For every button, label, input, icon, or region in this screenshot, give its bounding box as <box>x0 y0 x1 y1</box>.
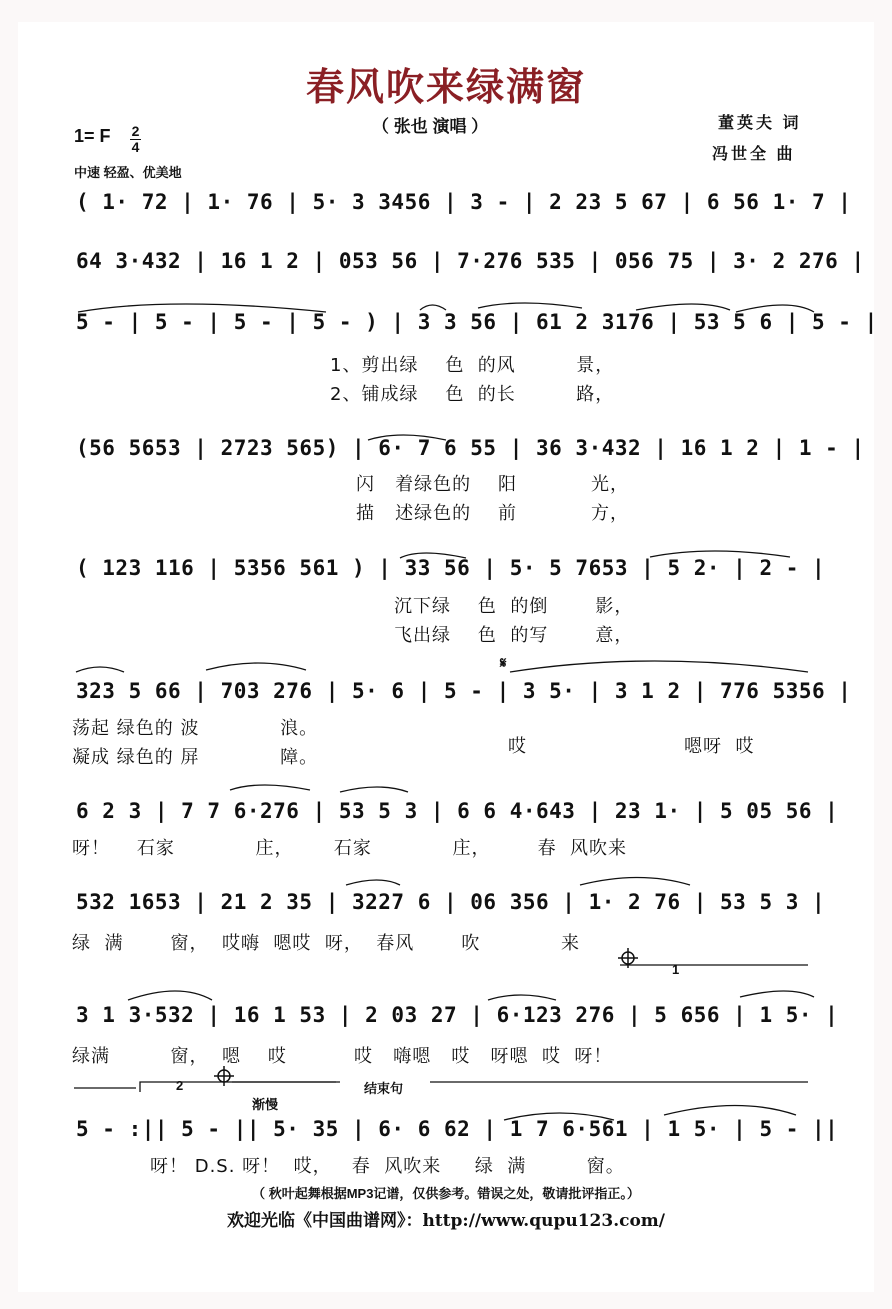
meter-bottom: 4 <box>131 139 140 155</box>
tempo-marking: 中速 轻盈、优美地 <box>74 165 182 180</box>
lyric-line: 哎 <box>508 736 527 757</box>
notation-text: 6 2 3 | 7 7 6·276 | 53 5 3 | 6 6 4·643 | 23 1· | 5 05 56 | <box>76 799 839 823</box>
notation-text: 5 - | 5 - | 5 - | 5 - ) | 3 3 56 | 61 2 3176 | 53 5 6 | 5 - | <box>76 310 878 334</box>
notation-text: 64 3·432 | 16 1 2 | 053 56 | 7·276 535 | 056 75 | 3· 2 276 | <box>76 249 865 273</box>
notation-row-8 <box>70 884 830 924</box>
song-title: 春风吹来绿满窗 <box>305 65 586 109</box>
notation-row-4 <box>70 430 865 470</box>
volta-2-label: 2 <box>176 1078 184 1093</box>
ending-section-label: 结束句 <box>364 1081 404 1096</box>
lyric-line: 凝成 绿色的 屏 障。 <box>72 747 319 768</box>
footer-site: 欢迎光临《中国曲谱网》：http://www.qupu123.com/ <box>226 1211 666 1231</box>
lyric-line: 描 述绿色的 前 方， <box>356 503 629 524</box>
volta-1-label: 1 <box>672 962 680 977</box>
lyric-line: 绿满 窗， 嗯 哎 哎 嗨嗯 哎 呀嗯 哎 呀！ <box>72 1046 613 1067</box>
notation-row-1 <box>70 184 852 224</box>
notation-text: 5 - :|| 5 - || 5· 35 | 6· 6 62 | 1 7 6·561 | 1 5· | 5 - || <box>76 1117 839 1141</box>
notation-text: 323 5 66 | 703 276 | 5· 6 | 5 - | 3 5· | 3 1 2 | 776 5356 | <box>76 679 852 703</box>
lyric-line: 闪 着绿色的 阳 光， <box>356 474 629 495</box>
notation-text: 3 1 3·532 | 16 1 53 | 2 03 27 | 6·123 276 | 5 656 | 1 5· | <box>76 1003 839 1027</box>
singer-credit: （ 张也 演唱 ） <box>372 117 489 136</box>
notation-row-9 <box>70 997 839 1037</box>
notation-row-7 <box>70 793 839 833</box>
footer-note: （ 秋叶起舞根据MP3记谱，仅供参考。错误之处，敬请批评指正。） <box>252 1186 640 1201</box>
lyric-line: 呀！ D.S. 呀！ 哎， 春 风吹来 绿 满 窗。 <box>150 1156 625 1177</box>
notation-text: 532 1653 | 21 2 35 | 3227 6 | 06 356 | 1· 2 76 | 53 5 3 | <box>76 890 826 914</box>
notation-row-3 <box>70 304 878 344</box>
key-signature: 1= F <box>74 126 111 146</box>
notation-text: (56 5653 | 2723 565) | 6· 7 6 55 | 36 3·432 | 16 1 2 | 1 - | <box>76 436 865 460</box>
time-signature <box>130 124 141 155</box>
segno-sign: 𝄋 <box>500 654 507 672</box>
composer-credit: 冯世全 曲 <box>712 146 796 163</box>
ritardando-marking: 渐慢 <box>252 1097 279 1112</box>
lyricist-credit: 董英夫 词 <box>718 115 802 132</box>
notation-row-2 <box>70 243 865 283</box>
notation-row-6 <box>70 673 852 713</box>
notation-text: ( 123 116 | 5356 561 ) | 33 56 | 5· 5 7653 | 5 2· | 2 - | <box>76 556 826 580</box>
lyric-line: 2、铺成绿 色 的长 路， <box>330 384 615 405</box>
notation-row-5 <box>70 550 830 590</box>
lyric-line: 绿 满 窗， 哎嗨 嗯哎 呀， 春风 吹 来 <box>72 933 580 954</box>
lyric-line: 荡起 绿色的 波 浪。 <box>72 718 319 739</box>
lyric-line: 飞出绿 色 的写 意， <box>394 625 634 646</box>
notation-row-10 <box>70 1111 839 1151</box>
meter-top: 2 <box>131 123 140 139</box>
lyric-line: 1、剪出绿 色 的风 景， <box>330 355 615 376</box>
lyric-line: 呀！ 石家 庄， 石家 庄， 春 风吹来 <box>72 838 628 859</box>
lyric-line: 沉下绿 色 的倒 影， <box>394 596 634 617</box>
notation-text: ( 1· 72 | 1· 76 | 5· 3 3456 | 3 - | 2 23 5 67 | 6 56 1· 7 | <box>76 190 852 214</box>
lyric-line: 嗯呀 哎 <box>684 736 755 757</box>
